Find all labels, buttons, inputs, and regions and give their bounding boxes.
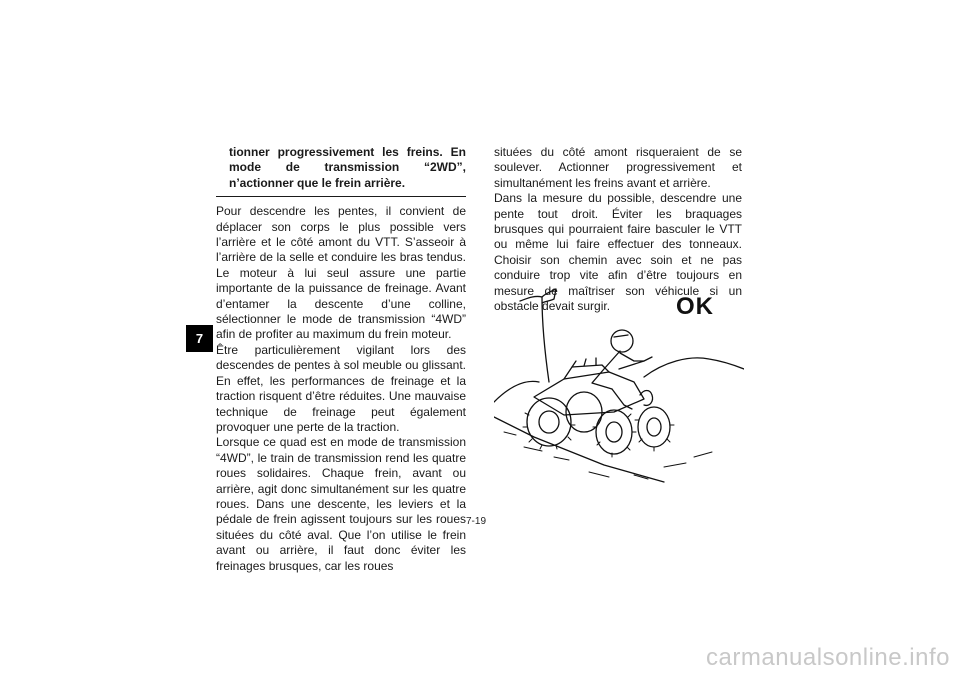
paragraph-4wd: Lorsque ce quad est en mode de transmission “4WD”, le train de transmission rend les quatre roues solidaires. Chaque frein, avant ou arrière, agit donc simultanément sur les quatre roues. Dans une descente, les leviers et la pédale de frein agissent toujours sur les roues situées du côté aval. Que l’on utilise le frein avant ou arrière, il faut donc éviter les freinages brusques, car les roues: [216, 435, 466, 573]
hill-outline: [644, 358, 744, 377]
paragraph-uphill-wheels: situées du côté amont risqueraient de se soulever. Actionner progressivement et simultanément les freins avant et arrière.: [494, 145, 742, 190]
chapter-tab: [186, 325, 213, 352]
left-column: [216, 145, 466, 574]
rider-boot: [640, 391, 653, 406]
paragraph-descending: Pour descendre les pentes, il convient de déplacer son corps le plus possible vers l’arrière et le côté amont du VTT. S’asseoir à l’arrière de la selle et conduire les bras tendus. Le moteur à lui seul assure une partie importante de la puissance de freinage. Avant d’entamer la descente d’une colline, sélectionner le mode de transmission “4WD” afin de profiter au maximum du frein moteur.: [216, 204, 466, 342]
rider-helmet: [611, 330, 633, 352]
footer-watermark[interactable]: carmanualsonline.info: [706, 644, 950, 671]
hill-left: [494, 381, 539, 402]
ok-label: OK: [676, 293, 714, 320]
chapter-number: 7: [195, 331, 204, 346]
handlebar: [619, 357, 652, 369]
rider-arm: [620, 353, 644, 361]
warning-divider: [216, 196, 466, 197]
page-number: 7-19: [466, 516, 487, 527]
paragraph-slippery: Être particulièrement vigilant lors des descendes de pentes à sol meuble ou glissant. En effet, les performances de freinage et la traction risquent d’être réduites. Une mauvaise technique de freinage peut également provoquer une perte de la traction.: [216, 342, 466, 434]
atv-body: [534, 372, 644, 415]
rear-wheel-right: [566, 392, 602, 432]
flag-pole: [542, 297, 549, 382]
safety-flag: [520, 289, 556, 303]
rider-torso: [592, 335, 628, 389]
warning-continuation: tionner progressivement les freins. En mode de transmission “2WD”, n’actionner que le frein arrière.: [229, 145, 466, 190]
paragraph-straight-descent: Dans la mesure du possible, descendre une pente tout droit. Éviter les braquages brusques qui pourraient faire basculer le VTT ou même lui faire effectuer des tonneaux. Choisir son chemin avec soin et ne pas conduire trop vite afin d’être toujours en mesure de maîtriser son véhicule si un obstacle devait surgir.: [494, 191, 742, 314]
rear-wheel-left: [527, 398, 571, 446]
front-wheel-right: [638, 407, 670, 447]
